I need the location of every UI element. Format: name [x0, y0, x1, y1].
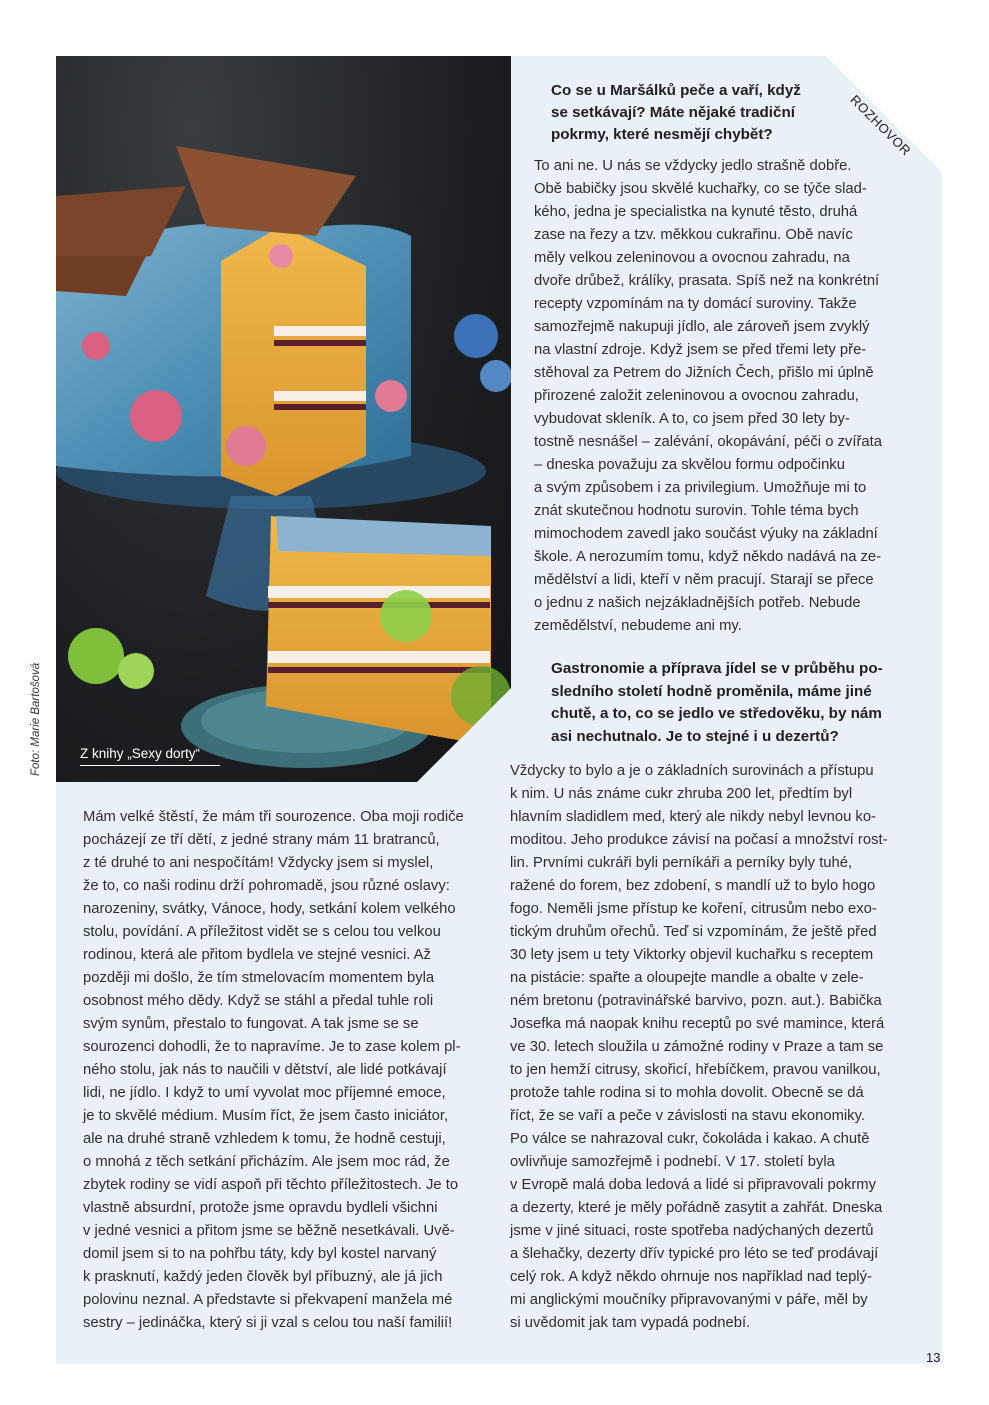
- question-2: Gastronomie a příprava jídel se v průběhu po- sledního století hodně proměnila, máme jiné chutě, a to, co se jedlo ve středověku, by nám asi nechutnalo. Je to stejné i u dezertů?: [551, 660, 883, 745]
- question-1: Co se u Maršálků peče a vaří, když se setkávají? Máte nějaké tradiční pokrmy, které nesmějí chybět?: [551, 82, 801, 143]
- photo-caption: Z knihy „Sexy dorty“: [80, 746, 220, 766]
- cake-illustration: [56, 56, 511, 782]
- page-number: 13: [926, 1350, 941, 1365]
- photo-credit: Foto: Marie Bartošová: [30, 662, 42, 776]
- answer-2: Vždycky to bylo a je o základních surovinách a přístupu k nim. U nás známe cukr zhruba 200 let, předtím byl hlavním sladidlem med, který ale nikdy nebyl levnou ko- moditou. Jeho produkce závisí na počasí a množství rost- lin. Prvními cukráři byli perníkáři a perníky byly tuhé, ražené do forem, bez zdobení, s mandlí už to bylo hogo fogo. Neměli jsme přístup ke koření, citrusům nebo exo- tickým druhům ořechů. Teď si vzpomínám, že ještě před 30 lety jsem u tety Viktorky objevil kuchařku s receptem na pistácie: spařte a oloupejte mandle a obalte v zele- ném bretonu (potravinářské barvivo, pozn. aut.). Babička Josefka má naopak knihu receptů po své mamince, která ve 30. letech sloužila u zámožné rodiny v Praze a tam se to jen hemží citrusy, skořicí, hřebíčkem, pravou vanilkou, protože tahle rodina si to mohla dovolit. Obecně se dá říct, že se vaří a peče v závislosti na stavu ekonomiky. Po válce se nahrazoval cukr, čokoláda i kakao. A chutě ovlivňuje samozřejmě i podnebí. V 17. století byla v Evropě malá doba ledová a lidé si připravovali pokrmy a dezerty, které je měly pořádně zasytit a zahřát. Dneska jsme v jiné situaci, roste spotřeba nadýchaných dezertů a šlehačky, dezerty dřív typické pro léto se teď prodávají celý rok. A když někdo ohrnuje nos například nad teplý- mi anglickými moučníky připravovanými v páře, měl by si uvědomit jak tam vypadá podnebí.: [510, 763, 888, 1331]
- answer-1: To ani ne. U nás se vždycky jedlo strašně dobře. Obě babičky jsou skvělé kuchařky, co se týče slad- kého, jedna je specialistka na kynuté těsto, druhá zase na řezy a tzv. měkkou cukrařinu. Obě navíc měly velkou zeleninovou a ovocnou zahradu, na dvoře drůbež, králíky, prasata. Spíš než na konkrétní recepty vzpomínám na ty domácí suroviny. Takže samozřejmě nakupuji jídlo, ale zároveň jsem zvyklý na vlastní zdroje. Když jsem se před třemi lety pře- stěhoval za Petrem do Jižních Čech, přišlo mi úplně přirozené založit zeleninovou a ovocnou zahradu, vybudovat skleník. A to, co jsem před 30 lety by- tostně nesnášel – zalévání, okopávání, péči o zvířata – dneska považuju za skvělou formu odpočinku a svým způsobem i za privilegium. Umožňuje mi to znát skutečnou hodnotu surovin. Tohle téma bych mimochodem zavedl jako součást výuky na základní škole. A nerozumím tomu, když někdo nadává na ze- mědělství a lidi, kteří v něm pracují. Starají se přece o jednu z našich nejzákladnějších potřeb. Nebude zemědělství, nebudeme ani my.: [534, 158, 882, 634]
- left-column-text: Mám velké štěstí, že mám tři sourozence. Oba moji rodiče pocházejí ze tří dětí, z jedné strany mám 11 bratranců, z té druhé to ani nespočítám! Vždycky jsem si myslel, že to, co naši rodinu drží pohromadě, jsou různé oslavy: narozeniny, svátky, Vánoce, hody, setkání kolem velkého stolu, povídání. A příležitost vidět se s celou tou velkou rodinou, která ale přitom bydlela ve stejné vesnici. Až později mi došlo, že tím stmelovacím momentem byla osobnost mého dědy. Když se stáhl a předal tuhle roli svým synům, přestalo to fungovat. A tak jsme se se sourozenci dohodli, že to napravíme. Je to zase kolem pl- ného stolu, jak nás to naučili v dětství, ale lidé potkávají lidi, ne jídlo. I když to umí vyvolat moc příjemné emoce, je to skvělé médium. Musím říct, že jsem často iniciátor, ale na druhé straně vzhledem k tomu, že hodně cestuji, o mnohá z těch setkání přicházím. Ale jsem moc rád, že zbytek rodiny se vidí aspoň při těchto příležitostech. Je to vlastně absurdní, protože jsme opravdu bydleli všichni v jedné vesnici a přitom jsme se běžně nesetkávali. Uvě- domil jsem si to na pohřbu táty, kdy byl kostel narvaný k prasknutí, každý jeden člověk byl příbuzný, ale já jich polovinu neznal. A představte si překvapení manžela mé sestry – jedináčka, který si ji vzal s celou tou naší familií!: [83, 809, 464, 1331]
- cake-photo: [56, 56, 511, 782]
- section-tag: ROZHOVOR: [847, 92, 914, 159]
